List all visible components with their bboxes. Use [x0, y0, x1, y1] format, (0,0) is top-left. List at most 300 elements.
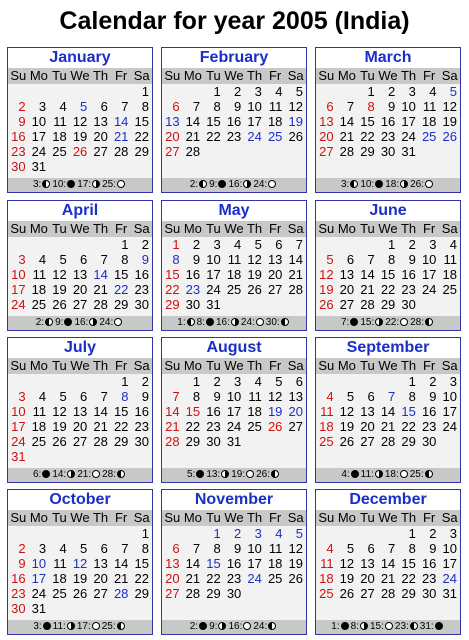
empty-cell — [183, 526, 204, 541]
weekday-header: Sa — [133, 221, 150, 236]
weekday-header: Tu — [206, 510, 221, 525]
day-grid — [8, 374, 152, 464]
day-cell: 18 — [31, 419, 47, 434]
day-cell: 4 — [38, 389, 47, 404]
weekday-header: Su — [318, 510, 335, 525]
day-cell: 23 — [185, 282, 201, 297]
moon-phase — [331, 620, 350, 634]
weekday-header: Tu — [52, 221, 67, 236]
moon-phase-day: 18: — [385, 179, 400, 190]
first-quarter-icon — [243, 180, 251, 188]
day-cell: 11 — [53, 114, 67, 129]
first-quarter-icon — [231, 318, 239, 326]
day-cell: 8 — [121, 252, 129, 267]
empty-cell — [29, 526, 50, 541]
day-grid — [316, 526, 460, 601]
day-cell: 9 — [141, 252, 149, 267]
month-name: October — [8, 490, 152, 510]
weekday-header: Th — [92, 68, 109, 83]
day-cell: 15 — [134, 556, 149, 571]
moon-phase — [351, 620, 370, 634]
day-cell: 28 — [380, 434, 396, 449]
moon-phase — [385, 316, 410, 330]
full-moon-icon — [92, 622, 100, 630]
day-grid — [162, 237, 306, 312]
moon-phase-day: 31: — [419, 621, 434, 632]
day-cell: 1 — [213, 526, 221, 541]
day-cell: 28 — [288, 282, 303, 297]
full-moon-icon — [425, 180, 433, 188]
empty-cell — [162, 374, 183, 389]
day-cell: 31 — [401, 144, 416, 159]
day-cell: 3 — [254, 526, 262, 541]
month-name: July — [8, 338, 152, 358]
day-cell: 6 — [100, 541, 108, 556]
day-cell: 20 — [360, 419, 375, 434]
day-grid — [8, 526, 152, 616]
day-cell: 10 — [247, 99, 262, 114]
day-grid — [316, 237, 460, 312]
weekday-header-row — [162, 358, 306, 374]
moon-phase-day: 25: — [101, 621, 116, 632]
moon-phase-day: 9: — [55, 317, 64, 328]
day-cell: 4 — [326, 389, 334, 404]
weekday-header: Tu — [52, 68, 67, 83]
weekday-header: Fr — [114, 68, 128, 83]
new-moon-icon — [218, 180, 226, 188]
moon-phase-day: 17: — [76, 621, 91, 632]
day-cell: 15 — [165, 267, 180, 282]
last-quarter-icon — [187, 318, 195, 326]
day-cell: 11 — [268, 99, 283, 114]
day-cell: 24 — [31, 586, 47, 601]
weekday-header-row — [316, 510, 460, 526]
day-cell: 30 — [421, 586, 437, 601]
empty-cell — [316, 526, 337, 541]
day-cell: 9 — [234, 541, 242, 556]
weekday-header: Fr — [114, 510, 128, 525]
day-cell: 11 — [422, 99, 437, 114]
day-cell: 9 — [408, 252, 416, 267]
day-cell: 16 — [380, 114, 396, 129]
moon-phase-day: 10: — [52, 179, 67, 190]
moon-phase — [99, 316, 124, 330]
day-cell: 5 — [254, 237, 262, 252]
moon-phase — [341, 178, 360, 192]
day-cell: 11 — [248, 389, 262, 404]
moon-phase — [33, 620, 52, 634]
day-cell: 31 — [226, 434, 242, 449]
day-cell: 17 — [31, 571, 47, 586]
day-cell: 23 — [421, 419, 437, 434]
moon-phase — [77, 620, 102, 634]
moon-phase-day: 3: — [33, 621, 42, 632]
day-cell: 6 — [367, 541, 375, 556]
day-cell: 11 — [320, 556, 334, 571]
day-cell: 18 — [52, 129, 67, 144]
day-cell: 18 — [247, 404, 262, 419]
moon-phase — [370, 620, 395, 634]
moon-phase — [341, 468, 360, 482]
moon-phase-day: 11: — [360, 469, 374, 480]
day-cell: 23 — [421, 571, 437, 586]
empty-cell — [378, 526, 399, 541]
day-cell: 3 — [429, 237, 437, 252]
day-cell: 19 — [442, 114, 457, 129]
month-november — [161, 489, 307, 635]
moon-phase-day: 16: — [215, 317, 230, 328]
day-cell: 19 — [52, 282, 67, 297]
weekday-header: Mo — [29, 221, 48, 236]
day-cell: 25 — [267, 571, 283, 586]
last-quarter-icon — [42, 180, 50, 188]
day-cell: 12 — [247, 252, 262, 267]
first-quarter-icon — [67, 622, 75, 630]
new-moon-icon — [350, 318, 358, 326]
day-cell: 23 — [401, 282, 416, 297]
day-cell: 3 — [234, 374, 242, 389]
day-cell: 17 — [442, 556, 457, 571]
day-cell: 7 — [388, 389, 396, 404]
moon-phase-row — [162, 620, 306, 634]
day-cell: 24 — [11, 434, 26, 449]
day-cell: 2 — [18, 99, 26, 114]
day-cell: 19 — [52, 419, 67, 434]
weekday-header: Sa — [287, 68, 304, 83]
day-cell: 2 — [141, 237, 149, 252]
day-cell: 13 — [288, 389, 303, 404]
weekday-header: Sa — [287, 510, 304, 525]
day-cell: 29 — [401, 586, 416, 601]
first-quarter-icon — [92, 180, 100, 188]
full-moon-icon — [246, 470, 254, 478]
day-cell: 13 — [339, 267, 355, 282]
day-cell: 18 — [267, 556, 283, 571]
weekday-header: Fr — [268, 358, 282, 373]
first-quarter-icon — [375, 470, 383, 478]
day-cell: 5 — [59, 252, 67, 267]
moon-phase-day: 25: — [409, 469, 424, 480]
day-cell: 8 — [388, 252, 396, 267]
day-cell: 1 — [121, 374, 129, 389]
day-cell: 6 — [80, 252, 88, 267]
first-quarter-icon — [67, 470, 75, 478]
day-cell: 3 — [18, 389, 26, 404]
day-cell: 24 — [206, 282, 221, 297]
day-cell: 14 — [360, 267, 375, 282]
weekday-header: Su — [164, 221, 181, 236]
new-moon-icon — [351, 470, 359, 478]
day-cell: 7 — [121, 99, 129, 114]
weekday-header: Fr — [422, 358, 436, 373]
weekday-header: Su — [10, 68, 27, 83]
weekday-header: Th — [92, 510, 109, 525]
day-cell: 10 — [11, 404, 26, 419]
day-cell: 2 — [429, 374, 437, 389]
weekday-header: Su — [10, 510, 27, 525]
moon-phase — [52, 178, 77, 192]
last-quarter-icon — [425, 470, 433, 478]
day-cell: 2 — [429, 526, 437, 541]
moon-phase-day: 8: — [350, 621, 359, 632]
weekday-header: We — [378, 68, 398, 83]
day-grid — [316, 374, 460, 449]
day-cell: 24 — [442, 571, 457, 586]
moon-phase — [74, 316, 99, 330]
day-cell: 1 — [408, 526, 416, 541]
day-cell: 7 — [295, 237, 303, 252]
day-cell: 19 — [267, 404, 283, 419]
weekday-header: Th — [92, 358, 109, 373]
day-cell: 15 — [134, 114, 149, 129]
weekday-header: Th — [400, 68, 417, 83]
day-cell: 18 — [442, 267, 457, 282]
moon-phase-day: 17: — [77, 179, 92, 190]
moon-phase — [190, 178, 209, 192]
weekday-header-row — [162, 510, 306, 526]
day-cell: 16 — [11, 571, 26, 586]
weekday-header: Fr — [422, 68, 436, 83]
day-grid — [162, 526, 306, 601]
moon-phase-day: 10: — [360, 179, 375, 190]
day-cell: 22 — [134, 571, 149, 586]
full-moon-icon — [243, 622, 251, 630]
day-cell: 27 — [72, 297, 88, 312]
day-cell: 4 — [59, 99, 67, 114]
month-name: September — [316, 338, 460, 358]
moon-phase-day: 21: — [77, 469, 92, 480]
empty-cell — [49, 526, 70, 541]
empty-cell — [29, 237, 50, 252]
month-name: April — [8, 201, 152, 221]
month-may — [161, 200, 307, 331]
empty-cell — [357, 374, 378, 389]
weekday-header-row — [8, 510, 152, 526]
weekday-header: Tu — [52, 510, 67, 525]
day-cell: 26 — [442, 129, 457, 144]
day-cell: 29 — [185, 434, 201, 449]
day-cell: 15 — [401, 404, 416, 419]
weekday-header: Tu — [360, 221, 375, 236]
moon-phase-day: 19: — [231, 469, 246, 480]
day-cell: 22 — [401, 571, 416, 586]
day-cell: 6 — [346, 252, 355, 267]
empty-cell — [357, 526, 378, 541]
moon-phase-row — [316, 468, 460, 482]
day-cell: 10 — [442, 541, 457, 556]
month-name: November — [162, 490, 306, 510]
weekday-header: We — [224, 510, 244, 525]
day-cell: 21 — [288, 267, 303, 282]
day-cell: 4 — [38, 252, 47, 267]
moon-phase — [385, 178, 410, 192]
day-cell: 10 — [247, 541, 262, 556]
day-cell: 25 — [247, 419, 262, 434]
weekday-header: We — [70, 510, 90, 525]
empty-cell — [337, 237, 358, 252]
empty-cell — [337, 84, 358, 99]
first-quarter-icon — [400, 180, 408, 188]
day-cell: 1 — [408, 374, 416, 389]
day-cell: 25 — [226, 282, 242, 297]
empty-cell — [29, 84, 50, 99]
day-cell: 16 — [226, 114, 242, 129]
moon-phase-day: 24: — [99, 317, 114, 328]
day-cell: 17 — [401, 114, 416, 129]
last-quarter-icon — [425, 318, 433, 326]
day-cell: 23 — [134, 282, 149, 297]
day-cell: 4 — [254, 374, 262, 389]
day-cell: 1 — [141, 84, 149, 99]
moon-phase-day: 24: — [240, 317, 255, 328]
day-cell: 15 — [113, 267, 129, 282]
moon-phase-row — [162, 468, 306, 482]
new-moon-icon — [67, 180, 75, 188]
day-cell: 7 — [121, 541, 129, 556]
day-cell: 2 — [234, 526, 242, 541]
day-cell: 26 — [52, 434, 67, 449]
page-title: Calendar for year 2005 (India) — [59, 7, 410, 35]
month-september — [315, 337, 461, 483]
moon-phase — [77, 468, 102, 482]
month-name: June — [316, 201, 460, 221]
day-cell: 27 — [165, 586, 180, 601]
last-quarter-icon — [45, 318, 53, 326]
moon-phase-day: 16: — [74, 317, 89, 328]
empty-cell — [90, 237, 111, 252]
weekday-header: Tu — [206, 68, 221, 83]
day-cell: 23 — [11, 144, 26, 159]
month-name: August — [162, 338, 306, 358]
day-cell: 19 — [319, 282, 334, 297]
weekday-header-row — [316, 358, 460, 374]
day-cell: 20 — [93, 571, 108, 586]
day-cell: 8 — [172, 252, 180, 267]
day-cell: 6 — [172, 541, 180, 556]
weekday-header: Th — [92, 221, 109, 236]
day-cell: 8 — [367, 99, 375, 114]
moon-phase-row — [162, 316, 306, 330]
day-cell: 29 — [206, 586, 221, 601]
empty-cell — [70, 526, 91, 541]
weekday-header: Su — [318, 358, 335, 373]
day-cell: 27 — [72, 434, 88, 449]
moon-phase — [197, 316, 216, 330]
day-cell: 5 — [326, 252, 334, 267]
day-cell: 28 — [93, 434, 108, 449]
day-cell: 11 — [268, 541, 283, 556]
empty-cell — [8, 374, 29, 389]
month-august — [161, 337, 307, 483]
moon-phase — [231, 468, 256, 482]
moon-phase-day: 23: — [394, 621, 409, 632]
empty-cell — [183, 84, 204, 99]
day-cell: 14 — [165, 404, 180, 419]
day-cell: 20 — [360, 571, 375, 586]
weekday-header: Th — [246, 221, 263, 236]
weekday-header: Tu — [206, 221, 221, 236]
first-quarter-icon — [360, 622, 368, 630]
moon-phase — [256, 468, 281, 482]
day-cell: 29 — [113, 434, 129, 449]
day-cell: 19 — [72, 129, 88, 144]
moon-phase-day: 28: — [410, 317, 425, 328]
day-cell: 9 — [429, 389, 437, 404]
month-name: December — [316, 490, 460, 510]
day-cell: 1 — [172, 237, 180, 252]
weekday-header: We — [70, 68, 90, 83]
weekday-header: Mo — [29, 510, 48, 525]
day-cell: 9 — [18, 114, 26, 129]
day-cell: 18 — [319, 571, 334, 586]
day-cell: 10 — [31, 556, 47, 571]
day-cell: 18 — [52, 571, 67, 586]
day-cell: 16 — [421, 404, 437, 419]
day-cell: 26 — [288, 571, 303, 586]
moon-phase — [190, 620, 209, 634]
day-cell: 17 — [31, 129, 47, 144]
day-cell: 10 — [226, 389, 242, 404]
day-cell: 25 — [31, 434, 47, 449]
moon-phase-day: 16: — [228, 621, 243, 632]
moon-phase-day: 4: — [341, 469, 350, 480]
day-cell: 30 — [380, 144, 396, 159]
moon-phase-day: 16: — [228, 179, 243, 190]
day-cell: 24 — [421, 282, 437, 297]
day-cell: 28 — [339, 144, 355, 159]
day-cell: 16 — [134, 267, 149, 282]
day-cell: 2 — [213, 374, 221, 389]
day-cell: 16 — [421, 556, 437, 571]
day-cell: 24 — [247, 571, 262, 586]
day-cell: 31 — [31, 601, 47, 616]
weekday-header: Su — [164, 68, 181, 83]
first-quarter-icon — [89, 318, 97, 326]
day-cell: 30 — [134, 434, 149, 449]
empty-cell — [29, 374, 50, 389]
day-cell: 12 — [319, 267, 334, 282]
day-cell: 20 — [93, 129, 108, 144]
day-cell: 22 — [206, 571, 221, 586]
moon-phase — [253, 178, 278, 192]
day-cell: 22 — [206, 129, 221, 144]
day-grid — [162, 84, 306, 159]
day-cell: 28 — [360, 297, 375, 312]
moon-phase — [410, 178, 435, 192]
day-cell: 18 — [319, 419, 334, 434]
day-cell: 2 — [192, 237, 201, 252]
day-cell: 3 — [38, 541, 47, 556]
weekday-header: Sa — [287, 358, 304, 373]
day-cell: 3 — [38, 99, 47, 114]
moon-phase-day: 18: — [384, 469, 399, 480]
day-cell: 8 — [213, 541, 221, 556]
day-cell: 21 — [360, 282, 375, 297]
day-cell: 26 — [267, 419, 283, 434]
moon-phase-row — [316, 316, 460, 330]
day-cell: 5 — [295, 526, 303, 541]
day-cell: 6 — [172, 99, 180, 114]
weekday-header-row — [316, 68, 460, 84]
month-december — [315, 489, 461, 635]
weekday-header: Tu — [360, 68, 375, 83]
day-cell: 27 — [360, 434, 375, 449]
day-cell: 6 — [326, 99, 334, 114]
moon-phase — [266, 316, 291, 330]
weekday-header: Th — [400, 221, 417, 236]
moon-phase — [228, 620, 253, 634]
day-cell: 23 — [11, 586, 26, 601]
